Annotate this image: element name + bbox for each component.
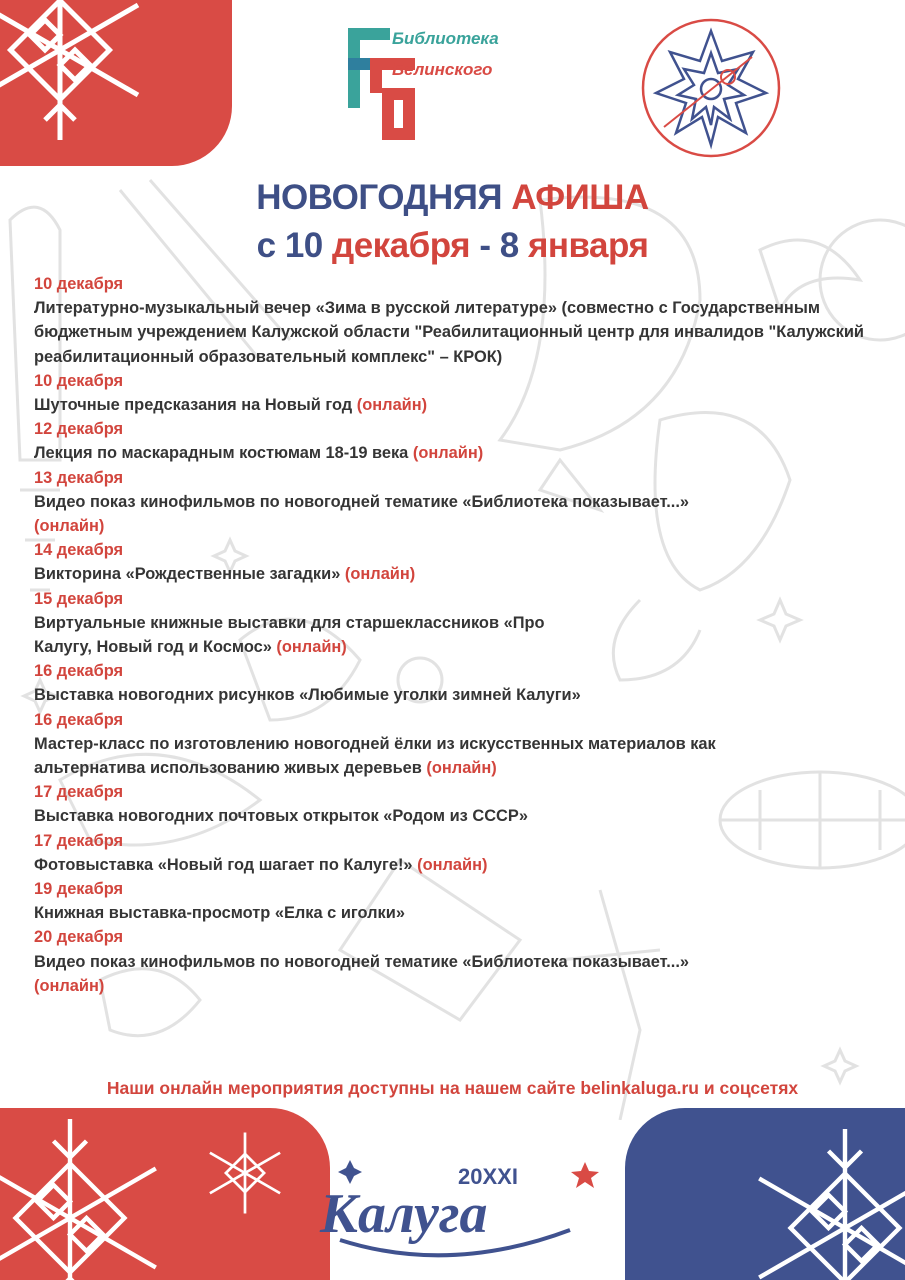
online-tag: (онлайн): [344, 565, 416, 584]
subtitle-part-2: декабря: [331, 226, 471, 265]
library-name-line2: Белинского: [392, 60, 493, 79]
online-tag: (онлайн): [34, 976, 105, 995]
title-word-1: НОВОГОДНЯЯ: [256, 178, 503, 217]
event-item: [34, 708, 874, 781]
event-item: [34, 780, 874, 828]
event-item: [34, 877, 874, 925]
event-item: [34, 587, 874, 660]
subtitle-part-3: - 8: [479, 226, 519, 265]
event-item: [34, 829, 874, 877]
event-description: [34, 393, 874, 417]
event-description: [34, 611, 554, 659]
event-date: 14 декабря: [34, 541, 124, 560]
event-item: [34, 466, 874, 539]
event-description: [34, 901, 874, 925]
snowflake-icon: [735, 1118, 905, 1280]
event-description: [34, 441, 874, 465]
event-item: [34, 272, 874, 369]
subtitle-part-4: января: [527, 226, 649, 265]
event-text: Мастер-класс по изготовлению новогодней ёлки из искусственных материалов как альтернатива использованию живых деревьев: [34, 734, 716, 778]
online-tag: (онлайн): [34, 517, 105, 536]
kaluga-word: Калуга: [320, 1183, 488, 1245]
event-text: Фотовыставка «Новый год шагает по Калуге!»: [34, 855, 413, 874]
corner-decoration-top-left: [0, 0, 232, 166]
footer-note: Наши онлайн мероприятия доступны на нашем сайте belinkaluga.ru и соцсетях: [106, 1078, 799, 1098]
event-description: [34, 562, 874, 586]
event-text: Литературно-музыкальный вечер «Зима в русской литературе» (совместно с Государственным бюджетным учреждением Калужской области "Реабилитационный центр для инвалидов "Калужский реабилитационный образовательный комплекс" – КРОК): [34, 299, 864, 366]
event-description: [34, 490, 874, 538]
online-tag: (онлайн): [426, 759, 497, 778]
event-item: [34, 659, 874, 707]
event-description: [34, 683, 874, 707]
online-tag: (онлайн): [412, 444, 484, 463]
title-word-2: АФИША: [511, 178, 649, 217]
event-date: 16 декабря: [34, 662, 124, 681]
event-description: [34, 804, 874, 828]
kaluga-year: 20XXI: [458, 1164, 518, 1189]
snowflake-icon: [0, 0, 160, 150]
event-description: [34, 950, 874, 998]
event-text: Видео показ кинофильмов по новогодней тематике «Библиотека показывает...»: [34, 492, 690, 511]
event-text: Виртуальные книжные выставки для старшеклассников «Про Калугу, Новый год и Космос»: [34, 613, 545, 657]
event-item: [34, 538, 874, 586]
page-subtitle: [0, 226, 905, 266]
event-date: 19 декабря: [34, 880, 124, 899]
event-date: 13 декабря: [34, 468, 124, 487]
event-date: 12 декабря: [34, 420, 124, 439]
corner-decoration-bottom-right: [625, 1108, 905, 1280]
online-tag: (онлайн): [356, 396, 428, 415]
event-text: Викторина «Рождественные загадки»: [34, 565, 341, 584]
event-date: 20 декабря: [34, 928, 124, 947]
event-text: Лекция по маскарадным костюмам 18-19 века: [34, 444, 409, 463]
snowflake-icon: [200, 1128, 290, 1218]
event-text: Выставка новогодних рисунков «Любимые уголки зимней Калуги»: [34, 686, 581, 705]
event-date: 17 декабря: [34, 783, 124, 802]
event-list: [34, 272, 874, 998]
event-text: Книжная выставка-просмотр «Елка с иголки»: [34, 904, 405, 923]
online-tag: (онлайн): [276, 638, 347, 657]
corner-decoration-bottom-left: [0, 1108, 330, 1280]
event-text: Видео показ кинофильмов по новогодней тематике «Библиотека показывает...»: [34, 952, 690, 971]
event-item: [34, 417, 874, 465]
event-date: 10 декабря: [34, 371, 124, 390]
event-description: [34, 853, 874, 877]
event-date: 15 декабря: [34, 589, 124, 608]
event-item: [34, 925, 874, 998]
page-title: [0, 178, 905, 218]
library-name-line1: Библиотека: [392, 29, 499, 48]
event-item: [34, 369, 874, 417]
subtitle-part-1: с 10: [256, 226, 323, 265]
event-text: Выставка новогодних почтовых открыток «Родом из СССР»: [34, 807, 528, 826]
event-text: Шуточные предсказания на Новый год: [34, 396, 353, 415]
snowflake-icon: [0, 1108, 180, 1280]
event-description: [34, 732, 774, 780]
online-tag: (онлайн): [417, 855, 488, 874]
kaluga-logo: [300, 1140, 610, 1270]
event-date: 17 декабря: [34, 831, 124, 850]
event-date: 16 декабря: [34, 710, 124, 729]
event-description: [34, 296, 874, 369]
star-emblem-icon: [640, 17, 782, 159]
event-date: 10 декабря: [34, 275, 124, 293]
